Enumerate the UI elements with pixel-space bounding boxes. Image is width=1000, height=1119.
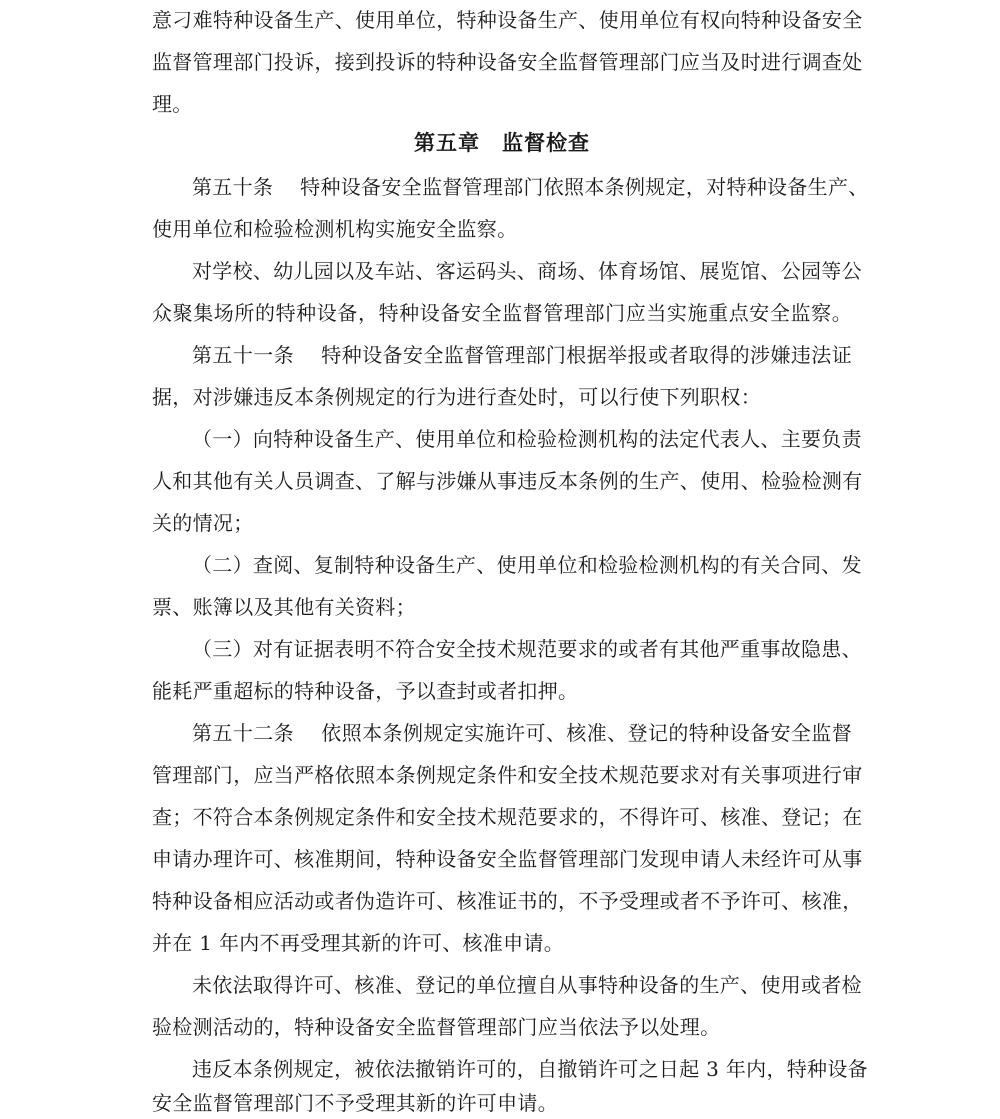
article-52-line: 第五十二条 依照本条例规定实施许可、核准、登记的特种设备安全监督	[192, 721, 852, 745]
paragraph-line: 能耗严重超标的特种设备，予以查封或者扣押。	[152, 679, 579, 703]
paragraph-line: 特种设备相应活动或者伪造许可、核准证书的，不予受理或者不予许可、核准，	[152, 889, 863, 913]
paragraph-line: 意刁难特种设备生产、使用单位，特种设备生产、使用单位有权向特种设备安全	[152, 8, 863, 32]
article-51-line: 第五十一条 特种设备安全监督管理部门根据举报或者取得的涉嫌违法证	[192, 343, 852, 367]
paragraph-line: 理。	[152, 92, 193, 116]
list-item-2-line: （二）查阅、复制特种设备生产、使用单位和检验检测机构的有关合同、发	[192, 553, 862, 577]
paragraph-line: 安全监督管理部门不予受理其新的许可申请。	[152, 1091, 558, 1115]
paragraph-line: 众聚集场所的特种设备，特种设备安全监督管理部门应当实施重点安全监察。	[152, 301, 852, 325]
paragraph-line: 未依法取得许可、核准、登记的单位擅自从事特种设备的生产、使用或者检	[192, 973, 862, 997]
chapter-heading: 第五章 监督检查	[414, 131, 590, 155]
paragraph-line: 监督管理部门投诉，接到投诉的特种设备安全监督管理部门应当及时进行调查处	[152, 50, 863, 74]
paragraph-line: 查；不符合本条例规定条件和安全技术规范要求的，不得许可、核准、登记；在	[152, 805, 863, 829]
paragraph-line: 据，对涉嫌违反本条例规定的行为进行查处时，可以行使下列职权：	[152, 385, 761, 409]
list-item-3-line: （三）对有证据表明不符合安全技术规范要求的或者有其他严重事故隐患、	[192, 637, 862, 661]
paragraph-line: 违反本条例规定，被依法撤销许可的，自撤销许可之日起 3 年内，特种设备	[192, 1057, 868, 1081]
paragraph-line: 票、账簿以及其他有关资料；	[152, 595, 416, 619]
paragraph-line: 管理部门，应当严格依照本条例规定条件和安全技术规范要求对有关事项进行审	[152, 763, 863, 787]
article-50-line: 第五十条 特种设备安全监督管理部门依照本条例规定，对特种设备生产、	[192, 175, 869, 199]
paragraph-line: 并在 1 年内不再受理其新的许可、核准申请。	[152, 931, 565, 955]
paragraph-line: 使用单位和检验检测机构实施安全监察。	[152, 217, 518, 241]
paragraph-line: 对学校、幼儿园以及车站、客运码头、商场、体育场馆、展览馆、公园等公	[192, 259, 862, 283]
paragraph-line: 关的情况；	[152, 511, 254, 535]
paragraph-line: 人和其他有关人员调查、了解与涉嫌从事违反本条例的生产、使用、检验检测有	[152, 469, 863, 493]
paragraph-line: 申请办理许可、核准期间，特种设备安全监督管理部门发现申请人未经许可从事	[152, 847, 863, 871]
paragraph-line: 验检测活动的，特种设备安全监督管理部门应当依法予以处理。	[152, 1015, 721, 1039]
list-item-1-line: （一）向特种设备生产、使用单位和检验检测机构的法定代表人、主要负责	[192, 427, 862, 451]
